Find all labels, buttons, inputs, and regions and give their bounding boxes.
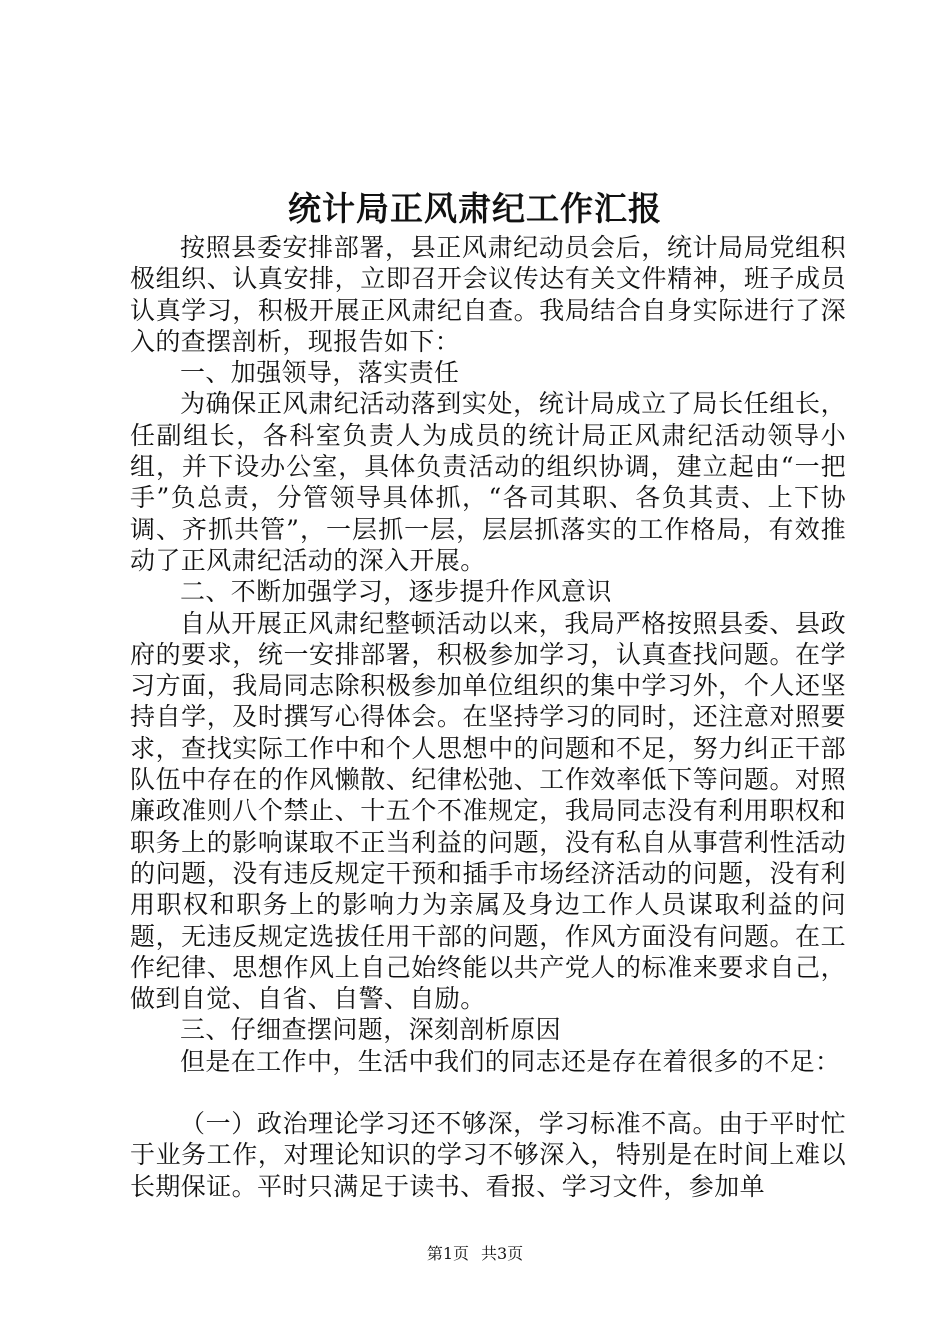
page-number: 第1页 [426, 1244, 469, 1263]
section-heading-1: 一、加强领导，落实责任 [180, 358, 460, 388]
document-title: 统计局正风肃纪工作汇报 [288, 189, 662, 228]
paragraph-subsection-1: （一）政治理论学习还不够深，学习标准不高。由于平时忙于业务工作，对理论知识的学习不够深入，特别是在时间上难以长期保证。平时只满足于读书、看报、学习文件，参加单 [130, 1109, 846, 1201]
page-footer [0, 1242, 950, 1266]
section-heading-2: 二、不断加强学习，逐步提升作风意识 [180, 577, 612, 607]
document-body [130, 232, 846, 1202]
paragraph-section-1: 为确保正风肃纪活动落到实处，统计局成立了局长任组长，任副组长，各科室负责人为成员的统计局正风肃纪活动领导小组，并下设办公室，具体负责活动的组织协调，建立起由“一把手”负总责，分管领导具体抓，“各司其职、各负其责、上下协调、齐抓共管”，一层抓一层，层层抓落实的工作格局，有效推动了正风肃纪活动的深入开展。 [130, 389, 846, 575]
section-heading-3: 三、仔细查摆问题，深刻剖析原因 [180, 1015, 562, 1045]
paragraph-intro: 按照县委安排部署，县正风肃纪动员会后，统计局局党组积极组织、认真安排，立即召开会议传达有关文件精神，班子成员认真学习，积极开展正风肃纪自查。我局结合自身实际进行了深入的查摆剖析，现报告如下： [130, 233, 846, 356]
paragraph-section-2: 自从开展正风肃纪整顿活动以来，我局严格按照县委、县政府的要求，统一安排部署，积极参加学习，认真查找问题。在学习方面，我局同志除积极参加单位组织的集中学习外，个人还坚持自学，及时撰写心得体会。在坚持学习的同时，还注意对照要求，查找实际工作中和个人思想中的问题和不足，努力纠正干部队伍中存在的作风懒散、纪律松弛、工作效率低下等问题。对照廉政准则八个禁止、十五个不准规定，我局同志没有利用职权和职务上的影响谋取不正当利益的问题，没有私自从事营利性活动的问题，没有违反规定干预和插手市场经济活动的问题，没有利用职权和职务上的影响力为亲属及身边工作人员谋取利益的问题，无违反规定选拔任用干部的问题，作风方面没有问题。在工作纪律、思想作风上自己始终能以共产党人的标准来要求自己，做到自觉、自省、自警、自励。 [130, 608, 846, 1014]
page-total: 共3页 [481, 1244, 524, 1263]
paragraph-section-3-intro: 但是在工作中，生活中我们的同志还是存在着很多的不足： [180, 1046, 841, 1076]
